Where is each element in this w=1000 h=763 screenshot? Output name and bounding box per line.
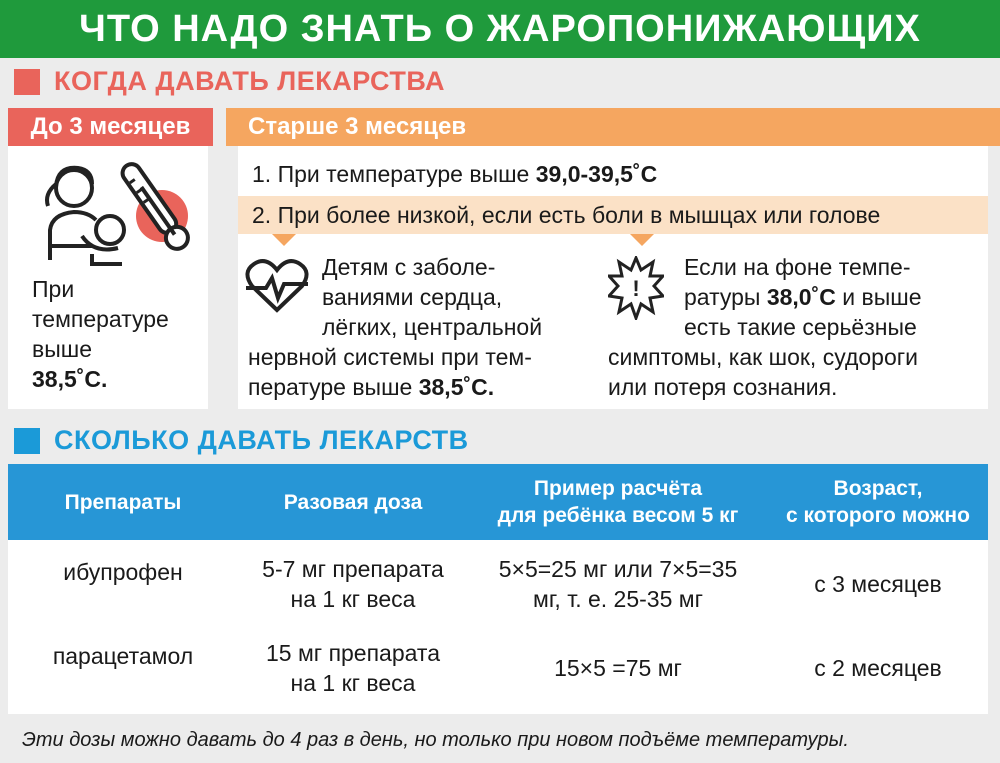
para2-line: ратуры [684, 284, 767, 310]
rule-2-text: 2. При более низкой, если есть боли в мышцах или голове [252, 201, 881, 228]
table-cell-age: с 3 месяцев [814, 571, 942, 597]
table-cell-drug: парацетамол [52, 643, 194, 669]
over-3-months-panel [238, 146, 988, 409]
table-cell-dose [238, 552, 468, 616]
para2-line: симптомы, как шок, судороги [608, 344, 918, 370]
dose-line: 15 мг препарата [266, 640, 440, 666]
section-how-much-label: СКОЛЬКО ДАВАТЬ ЛЕКАРСТВ [54, 425, 469, 455]
para2-temperature: 38,0˚С [766, 284, 836, 310]
calc-line: 5×5=25 мг или 7×5=35 [498, 556, 738, 582]
para2-line: Если на фоне темпе- [684, 254, 911, 280]
dose-line: на 1 кг веса [290, 586, 416, 612]
dose-line: на 1 кг веса [290, 670, 416, 696]
header-calc [468, 464, 768, 540]
header-drug [8, 464, 238, 540]
rule-1 [238, 154, 988, 194]
para1-line: нервной системы при тем- [248, 344, 532, 370]
para1-line: ваниями сердца, [322, 284, 503, 310]
header-calc-label: Пример расчёта [533, 477, 703, 500]
header-age-label: с которого можно [786, 504, 970, 527]
para2-line: или потеря сознания. [608, 374, 838, 400]
dosage-table [8, 464, 988, 714]
under-3-months-panel [8, 146, 208, 409]
pointer-triangle [272, 234, 296, 246]
rule-1-text: 1. При температуре выше [252, 160, 536, 187]
heart-disease-paragraph [322, 252, 542, 342]
svg-text:!: ! [632, 276, 640, 301]
para1-temperature: 38,5˚С. [418, 374, 495, 400]
para1-line: Детям с заболе- [322, 254, 496, 280]
table-cell-dose [238, 636, 468, 700]
header-age [768, 464, 988, 540]
serious-symptoms-paragraph [684, 252, 922, 342]
section-marker [14, 69, 40, 95]
section-how-much-heading [14, 425, 469, 456]
section-when-heading [14, 66, 445, 97]
heart-pulse-icon [244, 258, 310, 314]
rule-1-temperature: 39,0-39,5˚С [535, 160, 658, 187]
heart-disease-paragraph-cont [248, 342, 532, 402]
table-cell-drug: ибупрофен [63, 559, 183, 585]
header-age-label: Возраст, [833, 477, 923, 500]
table-cell-age: с 2 месяцев [814, 655, 942, 681]
table-header [8, 464, 988, 540]
warning-burst-icon [608, 256, 664, 320]
serious-symptoms-paragraph-cont [608, 342, 918, 402]
header-calc-label: для ребёнка весом 5 кг [497, 504, 739, 527]
table-cell-calc [468, 552, 768, 616]
para1-line: пературе выше [248, 374, 419, 400]
table-cell-calc: 15×5 =75 мг [554, 655, 682, 681]
under-3-months-condition: При температуре выше [32, 276, 169, 362]
para2-line: есть такие серьёзные [684, 314, 917, 340]
tab-over-3-months: Старше 3 месяцев [226, 108, 1000, 146]
tab-under-3-months: До 3 месяцев [8, 108, 213, 146]
para2-line: и выше [835, 284, 922, 310]
under-3-months-temperature: 38,5˚С. [32, 366, 108, 392]
header-dose [238, 464, 468, 540]
section-marker [14, 428, 40, 454]
footnote: Эти дозы можно давать до 4 раз в день, но только при новом подъёме температуры. [22, 729, 849, 751]
pointer-triangle [630, 234, 654, 246]
rule-2 [238, 196, 988, 234]
calc-line: мг, т. е. 25-35 мг [533, 586, 703, 612]
header-dose-label: Разовая доза [283, 490, 423, 514]
para1-line: лёгких, центральной [322, 314, 543, 340]
section-when-label: КОГДА ДАВАТЬ ЛЕКАРСТВА [54, 66, 446, 96]
header-drug-label: Препараты [64, 490, 182, 514]
mother-baby-icon [22, 154, 202, 274]
under-3-months-text [32, 274, 192, 394]
page-title: ЧТО НАДО ЗНАТЬ О ЖАРОПОНИЖАЮЩИХ [0, 0, 1000, 58]
dose-line: 5-7 мг препарата [262, 556, 444, 582]
